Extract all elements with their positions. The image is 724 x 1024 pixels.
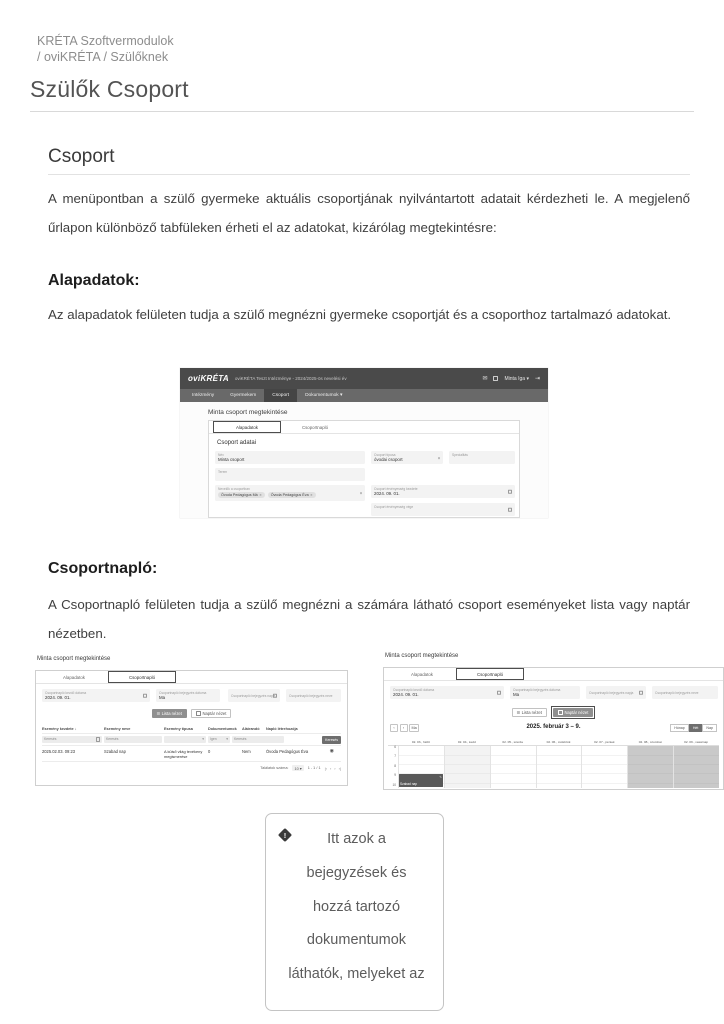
- nav-item-gyermekem[interactable]: Gyermekem: [230, 393, 257, 398]
- csoportnaplo-paragraph: A Csoportnapló felületen tudja a szülő megnézni a számára látható csoport eseményeket lista vagy naptár nézetben.: [48, 597, 690, 642]
- naplo-bejegyzes-datum-field[interactable]: Csoportnapló bejegyzés dátuma Ma: [156, 689, 220, 702]
- info-note-box: [265, 813, 444, 1011]
- chevron-down-icon: ▾: [437, 455, 440, 460]
- close-icon[interactable]: ✕: [259, 492, 262, 497]
- screenshot-naptar-nezet: [383, 653, 724, 790]
- day-column-saturday[interactable]: [627, 746, 673, 788]
- eye-icon[interactable]: ◉: [329, 748, 334, 754]
- page-size-select[interactable]: 10 ▾: [294, 766, 302, 771]
- list-icon: ☰: [156, 710, 161, 716]
- calendar-icon[interactable]: [639, 690, 644, 695]
- prev-week-button[interactable]: ‹: [390, 724, 398, 732]
- range-label: 1 - 1 / 1: [307, 766, 321, 771]
- calendar-event[interactable]: [399, 774, 444, 787]
- tab-bar: [36, 671, 347, 684]
- breadcrumb: [37, 33, 174, 66]
- day-column-tuesday[interactable]: [444, 746, 490, 788]
- calendar-view-switch: [670, 724, 717, 732]
- table-header-row: [42, 725, 341, 734]
- day-column-friday[interactable]: [581, 746, 627, 788]
- cell-tipusa: A külső világ tevékeny megismerése: [164, 748, 203, 759]
- specialitas-field[interactable]: Specialitás: [449, 451, 515, 464]
- csoport-divider: [48, 174, 690, 175]
- tab-bar: [209, 421, 519, 434]
- alapadatok-card: [208, 420, 520, 518]
- chevron-down-icon: ▾: [202, 737, 204, 742]
- results-label: Találatok száma:: [260, 766, 289, 771]
- csoport-paragraph: A menüpontban a szülő gyermeke aktuális csoportjának nyilvántartott adatait kérdezheti le. A megjelenő űrlapon különböző tabfüleken érheti el az adatokat, kizárólag megtekintésre:: [48, 191, 690, 236]
- chevron-down-icon: ▾: [526, 375, 529, 382]
- envelope-icon[interactable]: ✉: [482, 375, 488, 382]
- col-dokumentumok[interactable]: Dokumentumok: [208, 727, 237, 731]
- col-esemeny-tipusa[interactable]: Esemény típusa: [164, 727, 193, 731]
- calendar-icon[interactable]: [273, 693, 278, 698]
- last-page-icon[interactable]: ›|: [338, 765, 341, 771]
- cell-letrehozo: Óvoda Pedagógus Éva: [266, 748, 309, 754]
- filter-tipusa-select[interactable]: [164, 736, 206, 744]
- chevron-down-icon: ▾: [340, 393, 343, 398]
- list-icon: ☰: [516, 709, 521, 715]
- breadcrumb-line-1[interactable]: KRÉTA Szoftvermodulok: [37, 34, 174, 48]
- app-page-heading: Minta csoport megtekintése: [385, 653, 459, 659]
- nevelok-chips: [218, 492, 362, 498]
- naptar-card: [383, 667, 724, 790]
- app-header-bar: [180, 368, 548, 389]
- sort-desc-icon: ↓: [74, 727, 77, 731]
- logout-icon[interactable]: ⇥: [534, 375, 540, 382]
- col-esemeny-kezdete[interactable]: Esemény kezdete ↓: [42, 727, 77, 731]
- today-button[interactable]: Ma: [409, 724, 419, 732]
- view-toggle: [384, 706, 723, 719]
- nav-item-dokumentumok[interactable]: Dokumentumok ▾: [305, 393, 343, 398]
- event-title: Szabad nap: [400, 781, 418, 786]
- naplo-bejegyzes-napja-field[interactable]: Csoportnapló bejegyzés napja: [228, 689, 280, 702]
- kereses-button[interactable]: Keresés: [322, 736, 341, 744]
- ovikreta-logo: oviKRÉTA: [188, 374, 229, 383]
- tab-alapadatok[interactable]: Alapadatok: [63, 674, 85, 680]
- view-toggle: [36, 709, 347, 718]
- annotation-box: [551, 706, 595, 719]
- institution-subtitle: oviKRÉTA Teszt Intézménye - 2024/2025-ös nevelési év: [234, 376, 347, 381]
- time-gutter: 6 7 8 9 10: [392, 745, 396, 787]
- day-column-wednesday[interactable]: [490, 746, 536, 788]
- tab-alapadatok[interactable]: Alapadatok: [411, 671, 433, 677]
- terem-field[interactable]: Terem: [215, 468, 365, 481]
- prev-page-icon[interactable]: ‹: [329, 765, 332, 771]
- next-page-icon[interactable]: ›: [334, 765, 336, 771]
- naptar-nezet-button[interactable]: Naptár nézet: [191, 709, 231, 718]
- first-page-icon[interactable]: |‹: [324, 765, 327, 771]
- naptar-nezet-button[interactable]: Naptár nézet: [553, 708, 593, 717]
- app-page-heading: Minta csoport megtekintése: [208, 409, 288, 416]
- chevron-down-icon: ▾: [299, 766, 302, 771]
- cell-kezdete: 2025.02.03. 09:23: [42, 748, 76, 754]
- naplo-bejegyzes-neve-field[interactable]: Csoportnapló bejegyzés neve: [652, 686, 718, 699]
- day-header: 02. 07., péntek: [594, 739, 615, 744]
- calendar-icon[interactable]: [143, 693, 148, 698]
- section-heading-csoportnaplo: Csoportnapló:: [48, 560, 158, 577]
- tab-csoportnaplo[interactable]: Csoportnapló: [301, 424, 329, 430]
- user-name: Minta Iga: [504, 375, 526, 382]
- table-filter-row: [42, 734, 341, 746]
- pagination: [325, 766, 341, 771]
- user-menu[interactable]: [504, 376, 528, 382]
- chevron-down-icon: ▾: [226, 737, 228, 742]
- naplo-bejegyzes-napja-field[interactable]: Csoportnapló bejegyzés napja: [586, 686, 646, 699]
- day-header: 02. 08., szombat: [638, 739, 662, 744]
- tab-alapadatok[interactable]: Alapadatok: [213, 421, 281, 433]
- esemeny-table: [42, 725, 341, 771]
- day-column-thursday[interactable]: [536, 746, 582, 788]
- csoport-tipusa-field[interactable]: Csoport típusa óvodai csoport ▾: [371, 451, 443, 464]
- nevelo-chip[interactable]: Óvoda Pedagógus Má ✕: [218, 492, 265, 498]
- alapadatok-paragraph: Az alapadatok felületen tudja a szülő megnézni gyermeke csoportját és a csoporthoz tartalmazó adatokat.: [48, 307, 672, 322]
- section-heading-csoport: Csoport: [48, 146, 115, 167]
- ervenyesseg-kezdete-field[interactable]: Csoport érvényesség kezdete 2024. 09. 01.: [371, 485, 515, 498]
- col-naplo-letrehozoja[interactable]: Napló létrehozója: [266, 727, 298, 731]
- het-view-button[interactable]: Hét: [689, 724, 703, 732]
- calendar-day-headers: [388, 738, 719, 745]
- table-row[interactable]: [42, 746, 341, 762]
- table-footer: [42, 762, 341, 771]
- col-esemeny-neve[interactable]: Esemény neve: [104, 727, 131, 731]
- page-title: Szülők Csoport: [30, 76, 189, 102]
- app-page-heading: Minta csoport megtekintése: [37, 656, 111, 662]
- cell-alairando: Nem: [242, 748, 251, 754]
- naplo-bejegyzes-datum-field[interactable]: Csoportnapló bejegyzés dátuma Ma: [510, 686, 580, 699]
- section-heading-alapadatok: Alapadatok:: [48, 272, 140, 289]
- naplo-kezdo-datum-field[interactable]: Csoportnapló kezdő dátuma 2024. 09. 01.: [42, 689, 150, 702]
- nav-item-csoport[interactable]: Csoport: [264, 389, 297, 402]
- nevelo-chip[interactable]: Óvoda Pedagógus Éva ✕: [268, 492, 316, 498]
- note-text: Itt azok a bejegyzések és hozzá tartozó dokumentumok láthatók, melyeket az: [288, 831, 425, 983]
- naplo-kezdo-datum-field[interactable]: Csoportnapló kezdő dátuma 2024. 09. 01.: [390, 686, 504, 699]
- close-icon[interactable]: ✕: [310, 492, 313, 497]
- nap-view-button[interactable]: Nap: [702, 724, 717, 732]
- filter-kezdete-input[interactable]: Keresés: [42, 736, 102, 744]
- screenshot-lista-nezet: [35, 656, 348, 788]
- chevron-down-icon: ▾: [359, 490, 362, 496]
- screenshot-alapadatok: [180, 368, 548, 518]
- lista-nezet-button[interactable]: ☰ Lista nézet: [512, 708, 547, 717]
- calendar-icon[interactable]: [508, 489, 513, 494]
- day-column-sunday[interactable]: [673, 746, 719, 788]
- nav-item-intezmeny[interactable]: Intézmény: [192, 393, 215, 398]
- naplo-bejegyzes-neve-field[interactable]: Csoportnapló bejegyzés neve: [286, 689, 341, 702]
- calendar-icon: [96, 737, 101, 742]
- calendar-icon[interactable]: [508, 507, 513, 512]
- tab-csoportnaplo[interactable]: Csoportnapló: [108, 671, 176, 683]
- honap-view-button[interactable]: Hónap: [670, 724, 689, 732]
- day-header: 02. 09., vasárnap: [684, 739, 709, 744]
- filter-alairando-select[interactable]: Igen ▾: [210, 737, 228, 742]
- calendar-icon: [558, 710, 563, 715]
- lista-nezet-button[interactable]: ☰ Lista nézet: [152, 709, 187, 718]
- week-calendar-grid: [388, 738, 719, 788]
- calendar-toolbar: [390, 724, 717, 734]
- calendar-icon: [196, 711, 201, 716]
- tab-csoportnaplo[interactable]: Csoportnapló: [456, 668, 524, 680]
- tab-bar: [384, 668, 723, 681]
- csoport-adatai-heading: Csoport adatai: [217, 440, 257, 446]
- calendar-body: [388, 745, 719, 788]
- calendar-icon[interactable]: [497, 690, 502, 695]
- day-header: 02. 04., kedd: [457, 739, 476, 744]
- app-nav-bar: [180, 389, 548, 402]
- cell-neve: Szabad nap: [104, 748, 126, 754]
- nev-field[interactable]: Név Minta csoport: [215, 451, 365, 464]
- nevelok-field[interactable]: Nevelők a csoportban Óvoda Pedagógus Má ✕ Óvoda Pedagógus Éva ✕ ▾: [215, 485, 365, 501]
- breadcrumb-line-2[interactable]: / oviKRÉTA / Szülőknek: [37, 50, 169, 65]
- filter-letrehozo-input[interactable]: Keresés: [232, 736, 284, 744]
- edit-icon: ✎: [439, 774, 442, 779]
- col-alairando[interactable]: Aláírandó: [242, 727, 260, 731]
- title-divider: [30, 111, 694, 112]
- next-week-button[interactable]: ›: [400, 724, 408, 732]
- calendar-icon[interactable]: [493, 376, 498, 381]
- warning-icon: !: [278, 828, 292, 842]
- day-header: 02. 06., csütörtök: [546, 739, 571, 744]
- lista-card: [35, 670, 348, 786]
- day-header: 02. 03., hétfő: [411, 739, 430, 744]
- ervenyesseg-vege-field[interactable]: Csoport érvényesség vége: [371, 503, 515, 516]
- day-header: 02. 05., szerda: [502, 739, 523, 744]
- cell-dokumentumok: 0: [208, 748, 211, 754]
- calendar-week-title: 2025. február 3 – 9.: [526, 724, 581, 730]
- filter-neve-input[interactable]: Keresés: [104, 736, 162, 744]
